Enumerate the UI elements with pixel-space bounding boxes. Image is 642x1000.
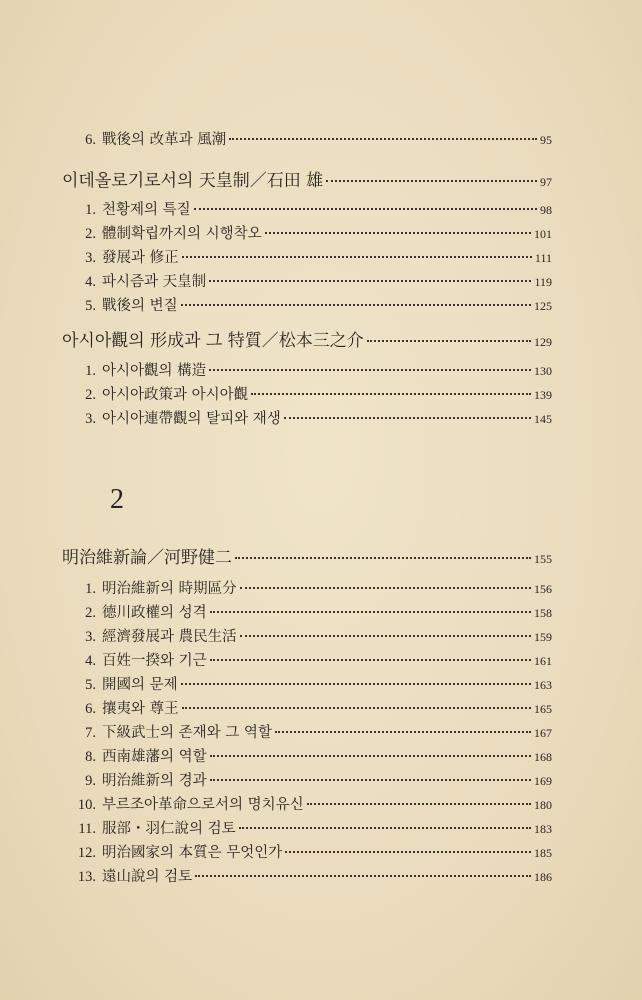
toc-entry xyxy=(82,745,552,767)
entry-page: 167 xyxy=(534,726,552,740)
toc-entry xyxy=(82,198,552,220)
entry-page: 156 xyxy=(534,582,552,596)
toc-entry xyxy=(77,793,552,815)
entry-title: 明治維新의 경과 xyxy=(102,773,207,789)
entry-number: 13. xyxy=(77,869,96,885)
entry-title: 아시아觀의 構造 xyxy=(102,363,207,379)
entry-number: 5. xyxy=(85,298,96,314)
toc-entry xyxy=(82,407,552,429)
toc-entry xyxy=(82,649,552,671)
chapter-page: 97 xyxy=(540,175,552,189)
entry-title: 부르조아革命으로서의 명치유신 xyxy=(102,797,304,813)
dot-leader xyxy=(265,232,531,234)
entry-page: 161 xyxy=(534,654,552,668)
entry-number: 2. xyxy=(85,605,96,621)
dot-leader xyxy=(229,138,537,140)
entry-number: 11. xyxy=(78,821,96,837)
entry-page: 158 xyxy=(534,606,552,620)
entry-title: 明治國家의 本質은 무엇인가 xyxy=(102,845,283,861)
toc-entry xyxy=(82,222,552,244)
toc-entry xyxy=(82,721,552,743)
chapter-heading xyxy=(62,326,552,350)
entry-page: 185 xyxy=(534,846,552,860)
toc-entry xyxy=(82,769,552,791)
toc-entry xyxy=(77,841,552,863)
dot-leader xyxy=(251,393,531,395)
toc-entry xyxy=(82,697,552,719)
entry-title: 百姓一揆와 기근 xyxy=(102,653,207,669)
entry-title: 德川政權의 성격 xyxy=(102,605,207,621)
toc-entry xyxy=(82,601,552,623)
entry-number: 6. xyxy=(85,701,96,717)
dot-leader xyxy=(235,557,531,559)
dot-leader xyxy=(210,779,531,781)
entry-title: 戰後의 변질 xyxy=(102,298,178,314)
dot-leader xyxy=(195,875,531,877)
dot-leader xyxy=(182,707,531,709)
toc-entry xyxy=(82,625,552,647)
toc-entry xyxy=(82,246,552,268)
entry-number: 1. xyxy=(85,363,96,379)
entry-number: 12. xyxy=(77,845,96,861)
entry-title: 攘夷와 尊王 xyxy=(102,701,179,717)
entry-title: 明治維新의 時期區分 xyxy=(102,581,237,597)
dot-leader xyxy=(284,417,531,419)
chapter-page: 129 xyxy=(534,335,552,349)
dot-leader xyxy=(240,587,531,589)
entry-page: 145 xyxy=(534,412,552,426)
toc-entry xyxy=(77,865,552,887)
entry-page: 168 xyxy=(534,750,552,764)
dot-leader xyxy=(285,851,531,853)
dot-leader xyxy=(210,611,531,613)
chapter-title: 明治維新論／河野健二 xyxy=(62,548,232,568)
entry-number: 4. xyxy=(85,274,96,290)
entry-page: 169 xyxy=(534,774,552,788)
toc-entry xyxy=(82,359,552,381)
toc-entry xyxy=(82,577,552,599)
entry-page: 101 xyxy=(534,227,552,241)
entry-number: 8. xyxy=(85,749,96,765)
entry-number: 3. xyxy=(85,629,96,645)
entry-number: 3. xyxy=(85,250,96,266)
part-number: 2 xyxy=(110,484,124,515)
entry-page: 111 xyxy=(534,251,552,265)
chapter-heading xyxy=(62,166,552,190)
entry-page: 119 xyxy=(534,275,552,289)
toc-entry xyxy=(78,817,552,839)
entry-page: 183 xyxy=(534,822,552,836)
dot-leader xyxy=(307,803,531,805)
entry-title: 遠山說의 검토 xyxy=(102,869,193,885)
entry-number: 4. xyxy=(85,653,96,669)
dot-leader xyxy=(209,369,531,371)
entry-number: 2. xyxy=(85,226,96,242)
entry-title: 천황제의 특질 xyxy=(102,202,191,218)
chapter-title: 이데올로기로서의 天皇制／石田 雄 xyxy=(62,171,324,191)
toc-entry xyxy=(82,270,552,292)
toc-entry xyxy=(82,673,552,695)
entry-title: 體制확립까지의 시행착오 xyxy=(102,226,262,242)
dot-leader xyxy=(326,180,537,182)
dot-leader xyxy=(181,304,531,306)
entry-number: 2. xyxy=(85,387,96,403)
dot-leader xyxy=(367,340,531,342)
entry-page: 163 xyxy=(534,678,552,692)
chapter-heading xyxy=(62,543,552,567)
entry-page: 98 xyxy=(540,203,552,217)
dot-leader xyxy=(240,635,531,637)
dot-leader xyxy=(182,256,532,258)
entry-page: 95 xyxy=(540,133,552,147)
entry-page: 159 xyxy=(534,630,552,644)
toc-entry xyxy=(82,128,552,150)
dot-leader xyxy=(194,208,537,210)
entry-number: 1. xyxy=(85,581,96,597)
entry-number: 3. xyxy=(85,411,96,427)
entry-page: 139 xyxy=(534,388,552,402)
entry-page: 125 xyxy=(534,299,552,313)
entry-page: 130 xyxy=(534,364,552,378)
entry-title: 開國의 문제 xyxy=(102,677,178,693)
entry-number: 10. xyxy=(77,797,96,813)
entry-title: 파시즘과 天皇制 xyxy=(102,274,207,290)
entry-title: 西南雄藩의 역할 xyxy=(102,749,207,765)
entry-page: 165 xyxy=(534,702,552,716)
dot-leader xyxy=(209,280,531,282)
entry-number: 5. xyxy=(85,677,96,693)
entry-number: 9. xyxy=(85,773,96,789)
entry-title: 經濟發展과 農民生活 xyxy=(102,629,237,645)
dot-leader xyxy=(239,827,531,829)
toc-entry xyxy=(82,383,552,405)
dot-leader xyxy=(210,755,531,757)
toc-entry xyxy=(82,294,552,316)
entry-page: 180 xyxy=(534,798,552,812)
chapter-title: 아시아觀의 形成과 그 特質／松本三之介 xyxy=(62,331,364,351)
entry-page: 186 xyxy=(534,870,552,884)
chapter-page: 155 xyxy=(534,552,552,566)
entry-number: 6. xyxy=(85,132,96,148)
entry-title: 戰後의 改革과 風潮 xyxy=(102,132,227,148)
dot-leader xyxy=(275,731,531,733)
entry-title: 아시아政策과 아시아觀 xyxy=(102,387,249,403)
entry-title: 服部・羽仁說의 검토 xyxy=(102,821,236,837)
dot-leader xyxy=(210,659,531,661)
entry-title: 下級武士의 존재와 그 역할 xyxy=(102,725,272,741)
entry-title: 아시아連帶觀의 탈피와 재생 xyxy=(102,411,281,427)
entry-number: 7. xyxy=(85,725,96,741)
dot-leader xyxy=(181,683,531,685)
entry-title: 發展과 修正 xyxy=(102,250,179,266)
entry-number: 1. xyxy=(85,202,96,218)
